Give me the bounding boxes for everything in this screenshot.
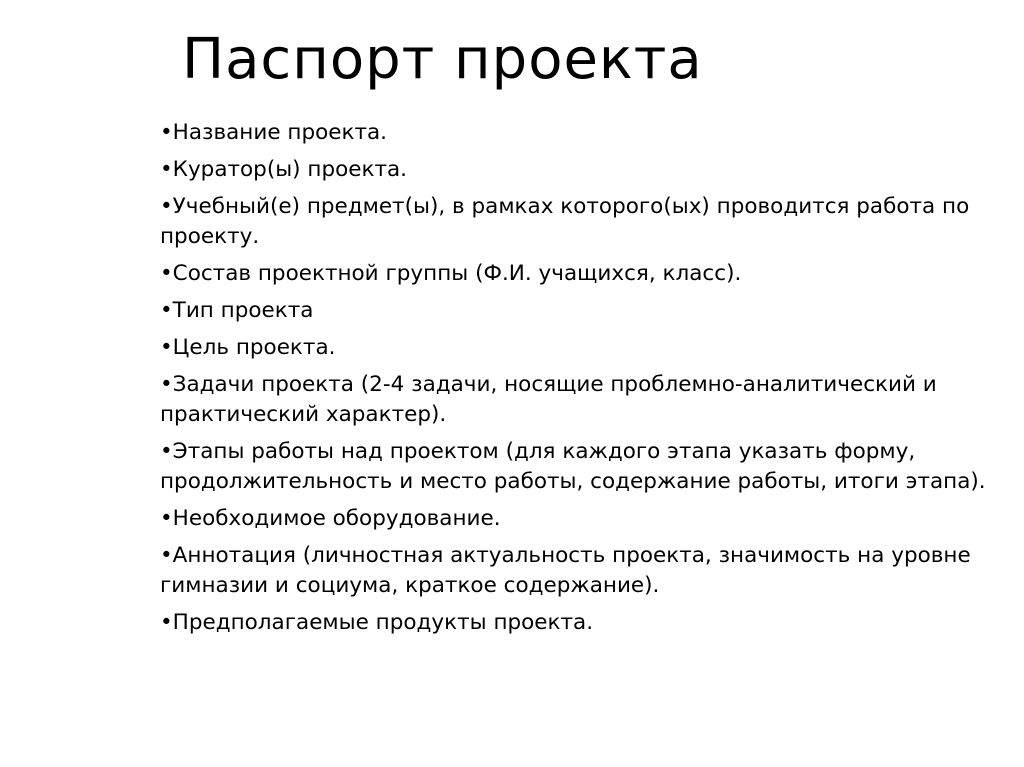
- bullet-item-subjects: •Учебный(е) предмет(ы), в рамках которого(ых) проводится работа по проекту.: [160, 194, 970, 249]
- bullet-item-team: •Состав проектной группы (Ф.И. учащихся, класс).: [160, 261, 742, 286]
- bullet-item-equipment: •Необходимое оборудование.: [160, 506, 501, 531]
- slide-title: Паспорт проекта: [182, 27, 703, 92]
- bullet-item-project-type: •Тип проекта: [160, 298, 314, 323]
- bullet-list: [160, 118, 1000, 645]
- bullet-item-project-name: •Название проекта.: [160, 120, 387, 145]
- bullet-item-goal: •Цель проекта.: [160, 335, 336, 360]
- bullet-item-stages: •Этапы работы над проектом (для каждого этапа указать форму, продолжительность и место работы, содержание работы, итоги этапа).: [160, 439, 986, 494]
- bullet-item-products: •Предполагаемые продукты проекта.: [160, 610, 594, 635]
- bullet-item-curators: •Куратор(ы) проекта.: [160, 157, 408, 182]
- bullet-item-tasks: •Задачи проекта (2-4 задачи, носящие проблемно-аналитический и практический характер).: [160, 372, 937, 427]
- bullet-item-annotation: •Аннотация (личностная актуальность проекта, значимость на уровне гимназии и социума, краткое содержание).: [160, 543, 971, 598]
